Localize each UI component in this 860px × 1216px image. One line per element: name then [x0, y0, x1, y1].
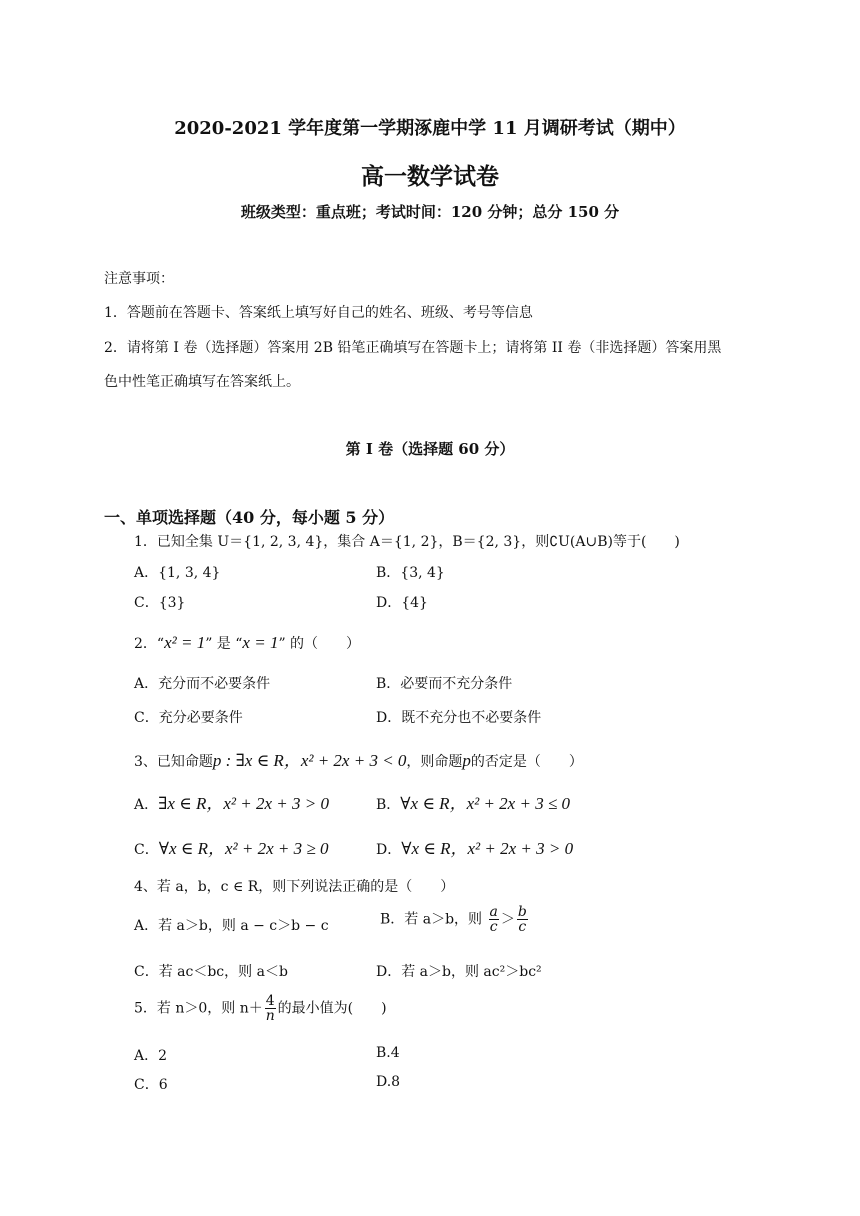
q3-proposition: p : ∃x ∈ R，x² + 2x + 3 < 0	[212, 751, 407, 770]
q5-stem	[134, 994, 387, 1023]
q3-option-d-label: D．	[376, 842, 402, 858]
q4-option-a: A．若 a＞b，则 a − c＞b − c	[134, 918, 329, 934]
q5-option-a: A．2	[134, 1048, 168, 1064]
exam-title: 2020-2021 学年度第一学期涿鹿中学 11 月调研考试（期中）	[174, 118, 686, 139]
q5-fraction-4-over-n	[265, 994, 276, 1023]
q3-option-b	[376, 789, 570, 814]
q1-option-d: D．{4}	[376, 595, 428, 611]
q4-option-c: C．若 ac＜bc，则 a＜b	[134, 964, 288, 980]
q4-gt: ＞	[500, 911, 515, 928]
q4-frac2-num: b	[517, 904, 527, 920]
section-title: 第 I 卷（选择题 60 分）	[345, 440, 515, 458]
q2-mid: ” 是 “	[205, 636, 243, 652]
notes-item-2-line-2: 色中性笔正确填写在答案纸上。	[104, 374, 300, 390]
q4-frac2-den: c	[518, 919, 527, 935]
q3-option-a	[134, 789, 329, 814]
q2-option-c: C．充分必要条件	[134, 710, 243, 726]
exam-subtitle: 高一数学试卷	[361, 163, 499, 190]
q5-suffix: 的最小值为( )	[277, 1000, 387, 1017]
q3-mid: ，则命题	[406, 754, 463, 770]
q5-option-d: D.8	[376, 1074, 401, 1090]
q2-prefix: 2．“	[134, 636, 165, 652]
q5-frac-num: 4	[265, 993, 275, 1009]
notes-heading: 注意事项：	[104, 271, 174, 287]
q3-suffix: 的否定是（ ）	[470, 754, 583, 770]
q4-stem: 4、若 a，b，c ∈ R，则下列说法正确的是（ ）	[134, 879, 455, 895]
q2-stem	[134, 633, 360, 653]
q3-option-d-expr: ∀x ∈ R，x² + 2x + 3 > 0	[401, 839, 574, 858]
q1-option-b: B．{3, 4}	[376, 565, 445, 581]
q4-option-b	[380, 905, 530, 934]
q1-option-c: C．{3}	[134, 595, 186, 611]
q3-option-b-expr: ∀x ∈ R，x² + 2x + 3 ≤ 0	[400, 794, 571, 813]
q3-option-c-expr: ∀x ∈ R，x² + 2x + 3 ≥ 0	[158, 839, 329, 858]
q2-condition-1: x² = 1	[164, 633, 206, 652]
q2-condition-2: x = 1	[242, 633, 279, 652]
notes-item-2-line-1: 2．请将第 I 卷（选择题）答案用 2B 铅笔正确填写在答题卡上；请将第 II 卷（非选择题）答案用黑	[104, 340, 722, 356]
q4-option-b-prefix: B．若 a＞b，则	[380, 911, 483, 928]
exam-info: 班级类型：重点班；考试时间：120 分钟；总分 150 分	[240, 203, 620, 221]
q3-option-d	[376, 834, 573, 859]
q2-option-a: A．充分而不必要条件	[134, 676, 271, 692]
q3-option-c-label: C．	[134, 842, 159, 858]
q4-option-d: D．若 a＞b，则 ac²＞bc²	[376, 964, 542, 980]
q3-option-a-expr: ∃x ∈ R，x² + 2x + 3 > 0	[158, 794, 329, 813]
q3-option-b-label: B．	[376, 797, 401, 813]
q2-option-d: D．既不充分也不必要条件	[376, 710, 542, 726]
q5-frac-den: n	[265, 1008, 275, 1024]
q2-option-b: B．必要而不充分条件	[376, 676, 513, 692]
q3-option-a-label: A．	[134, 797, 159, 813]
q1-stem: 1．已知全集 U＝{1, 2, 3, 4}，集合 A＝{1, 2}，B＝{2, 3}，则∁U(A∪B)等于( )	[134, 534, 680, 550]
q3-prefix: 3、已知命题	[134, 754, 213, 770]
q4-frac1-num: a	[489, 904, 498, 920]
part-title: 一、单项选择题（40 分，每小题 5 分）	[104, 508, 395, 527]
q4-frac1-den: c	[489, 919, 498, 935]
q3-p-symbol: p	[462, 751, 471, 770]
q3-option-c	[134, 834, 328, 859]
q1-option-a: A．{1, 3, 4}	[134, 565, 221, 581]
q4-fraction-a-over-c	[489, 905, 499, 934]
q2-suffix: ” 的（ ）	[278, 636, 361, 652]
q5-option-b: B.4	[376, 1045, 400, 1061]
q4-fraction-b-over-c	[517, 905, 528, 934]
notes-item-1: 1．答题前在答题卡、答案纸上填写好自己的姓名、班级、考号等信息	[104, 305, 533, 321]
q3-stem	[134, 746, 583, 771]
q5-option-c: C．6	[134, 1077, 168, 1093]
q5-prefix: 5．若 n＞0，则 n＋	[134, 1000, 263, 1017]
